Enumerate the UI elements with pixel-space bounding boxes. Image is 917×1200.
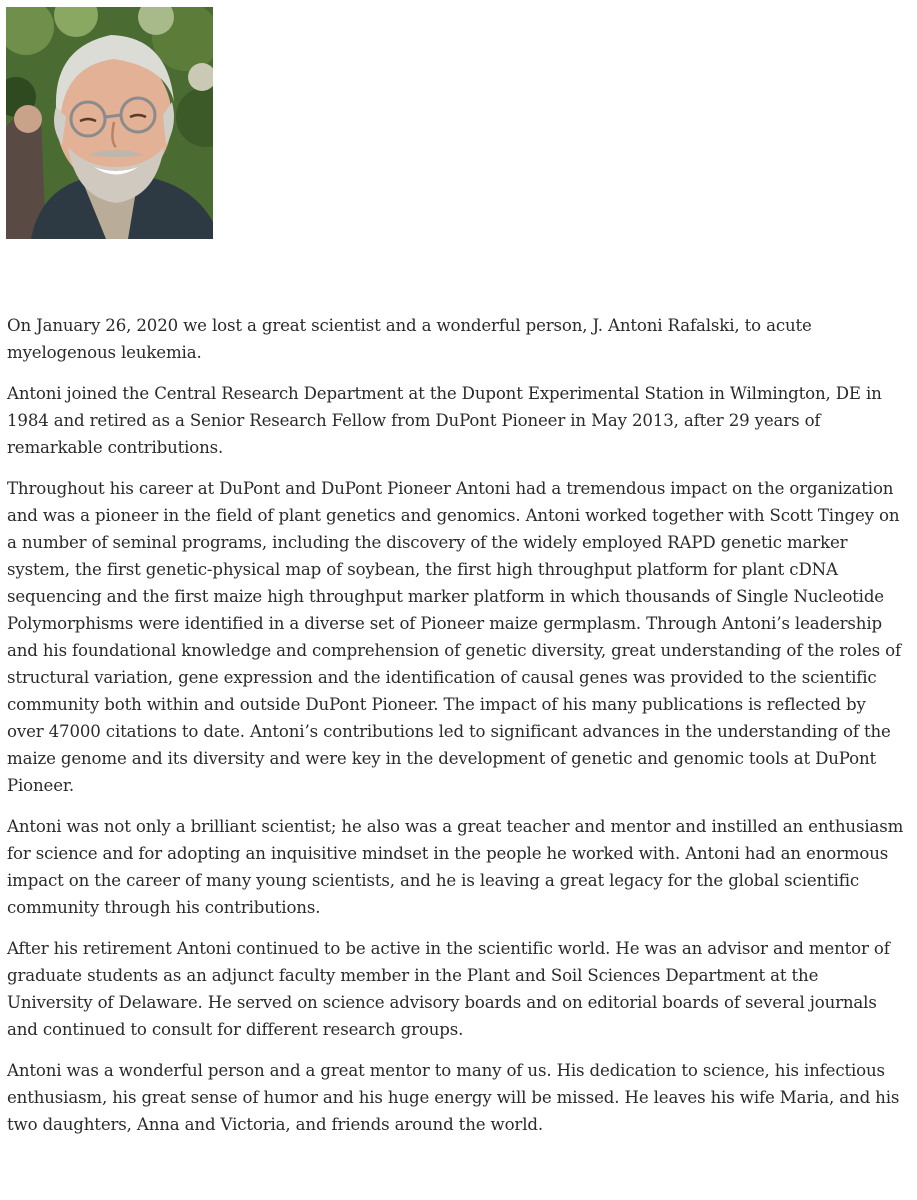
paragraph-retirement: After his retirement Antoni continued to be active in the scientific world. He was an advisor and mentor of graduate students as an adjunct faculty member in the Plant and Soil Sciences Department at the University of Delaware. He served on science advisory boards and on editorial boards of several journals and continued to consult for different research groups. (7, 939, 890, 1039)
paragraph-farewell: Antoni was a wonderful person and a great mentor to many of us. His dedication to science, his infectious enthusiasm, his great sense of humor and his huge energy will be missed. He leaves his wife Maria, and his two daughters, Anna and Victoria, and friends around the world. (7, 1061, 900, 1134)
paragraph-research-impact: Throughout his career at DuPont and DuPont Pioneer Antoni had a tremendous impact on the organization and was a pioneer in the field of plant genetics and genomics. Antoni worked together with Scott Tingey on a number of seminal programs, including the discovery of the widely employed RAPD genetic marker system, the first genetic-physical map of soybean, the first high throughput platform for plant cDNA sequencing and the first maize high throughput marker platform in which thousands of Single Nucleotide Polymorphisms were identified in a diverse set of Pioneer maize germplasm. Through Antoni’s leadership and his foundational knowledge and comprehension of genetic diversity, great understanding of the roles of structural variation, gene expression and the identification of causal genes was provided to the scientific community both within and outside DuPont Pioneer. The impact of his many publications is reflected by over 47000 citations to date. Antoni’s contributions led to significant advances in the understanding of the maize genome and its diversity and were key in the development of genetic and genomic tools at DuPont Pioneer. (7, 479, 901, 795)
paragraph-announcement: On January 26, 2020 we lost a great scientist and a wonderful person, J. Antoni Rafalski, to acute myelogenous leukemia. (7, 316, 812, 362)
obituary-article (7, 312, 907, 1152)
paragraph-mentorship: Antoni was not only a brilliant scientist; he also was a great teacher and mentor and instilled an enthusiasm for science and for adopting an inquisitive mindset in the people he worked with. Antoni had an enormous impact on the career of many young scientists, and he is leaving a great legacy for the global scientific community through his contributions. (7, 817, 904, 917)
portrait-photo (6, 7, 213, 239)
paragraph-career-start: Antoni joined the Central Research Department at the Dupont Experimental Station in Wilmington, DE in 1984 and retired as a Senior Research Fellow from DuPont Pioneer in May 2013, after 29 years of remarkable contributions. (7, 384, 882, 457)
portrait-illustration (6, 7, 213, 239)
